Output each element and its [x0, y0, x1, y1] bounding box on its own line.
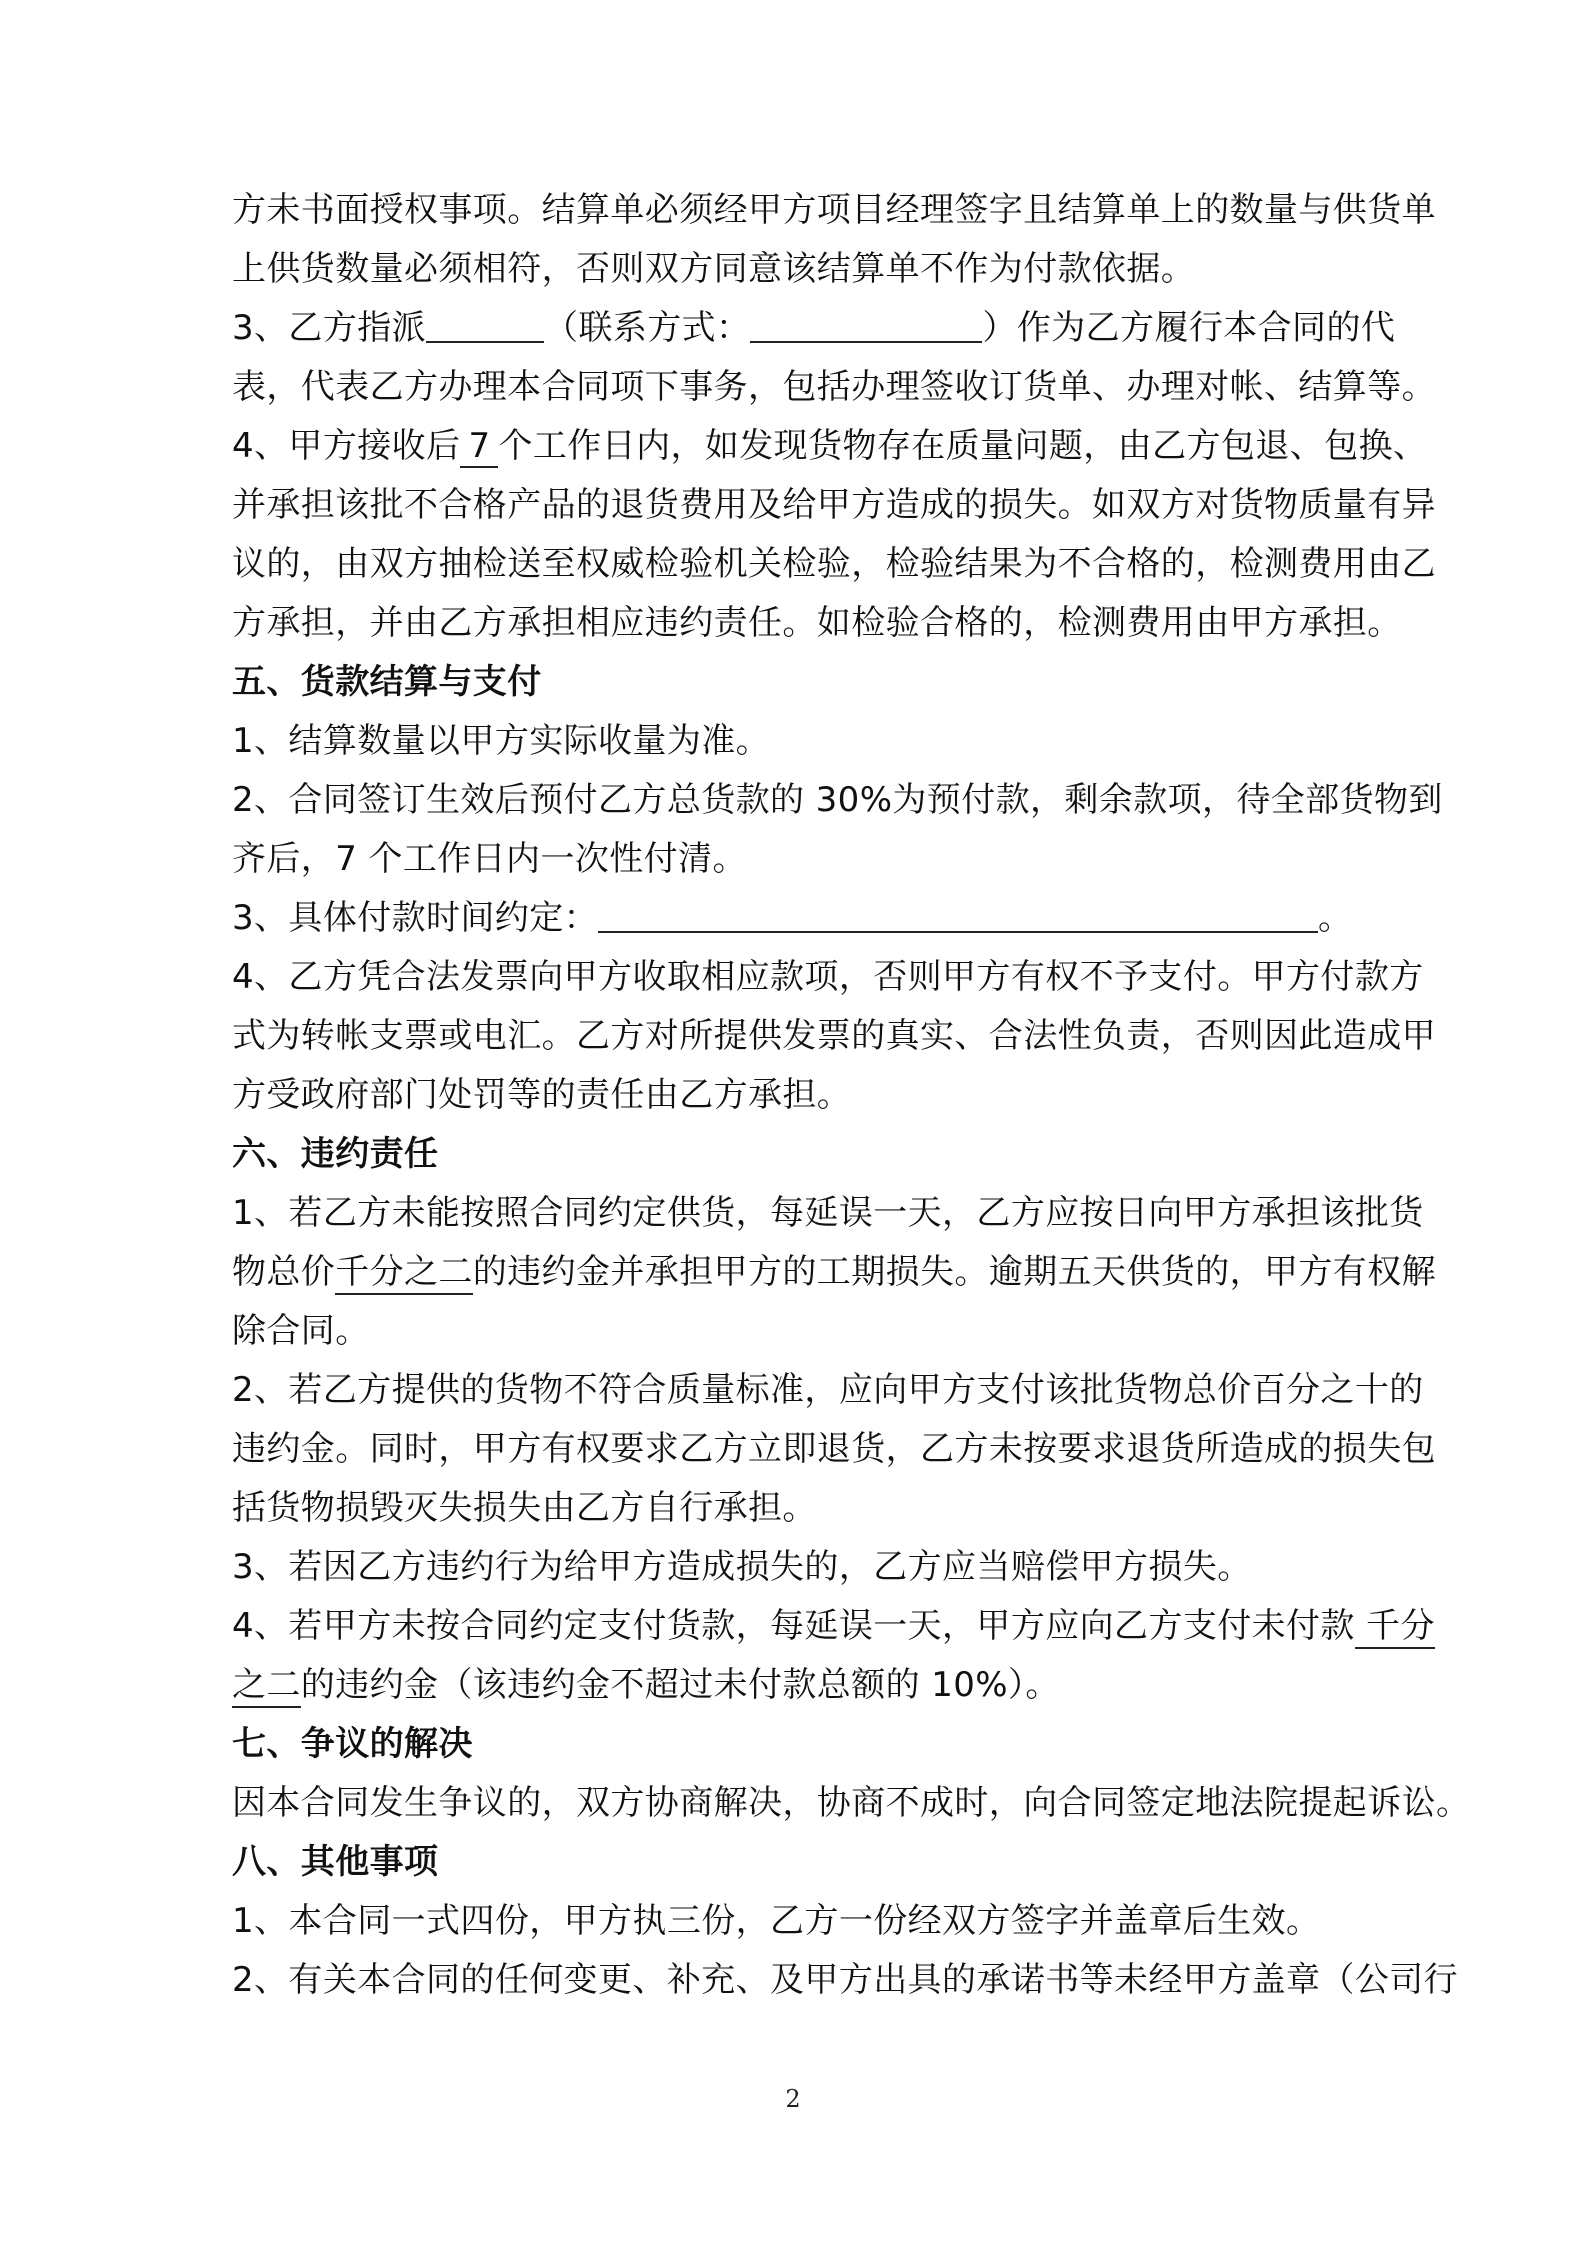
payment-time-blank[interactable]	[598, 901, 1318, 933]
text-line: 3、若因乙方违约行为给甲方造成损失的，乙方应当赔偿甲方损失。	[232, 1547, 1252, 1587]
text-line: 4、若甲方未按合同约定支付货款，每延误一天，甲方应向乙方支付未付款 千分	[232, 1606, 1435, 1646]
text-line: 物总价千分之二的违约金并承担甲方的工期损失。逾期五天供货的，甲方有权解	[232, 1252, 1436, 1292]
text-line: 违约金。同时，甲方有权要求乙方立即退货，乙方未按要求退货所造成的损失包	[232, 1429, 1436, 1469]
section-heading-liability: 六、违约责任	[232, 1134, 439, 1174]
text-line: 议的，由双方抽检送至权威检验机关检验，检验结果为不合格的，检测费用由乙	[232, 544, 1436, 584]
text-line: 1、结算数量以甲方实际收量为准。	[232, 721, 771, 761]
underlined-penalty-rate: 千分	[1355, 1606, 1435, 1649]
text-line: 齐后，7 个工作日内一次性付清。	[232, 839, 747, 879]
section-heading-other: 八、其他事项	[232, 1842, 439, 1882]
section-heading-payment: 五、货款结算与支付	[232, 662, 542, 702]
text-line: 方承担，并由乙方承担相应违约责任。如检验合格的，检测费用由甲方承担。	[232, 603, 1402, 643]
text-line: 4、乙方凭合法发票向甲方收取相应款项，否则甲方有权不予支付。甲方付款方	[232, 957, 1424, 997]
text-line: 方受政府部门处罚等的责任由乙方承担。	[232, 1075, 852, 1115]
text-line: 2、有关本合同的任何变更、补充、及甲方出具的承诺书等未经甲方盖章（公司行	[232, 1960, 1459, 2000]
text-line: 表，代表乙方办理本合同项下事务，包括办理签收订货单、办理对帐、结算等。	[232, 367, 1436, 407]
text-line: 括货物损毁灭失损失由乙方自行承担。	[232, 1488, 817, 1528]
representative-name-blank[interactable]	[426, 311, 544, 343]
underlined-penalty-rate: 千分之二	[335, 1252, 473, 1295]
text-line: 除合同。	[232, 1311, 370, 1351]
text-line: 之二的违约金（该违约金不超过未付款总额的 10%）。	[232, 1665, 1060, 1705]
text-line: 方未书面授权事项。结算单必须经甲方项目经理签字且结算单上的数量与供货单	[232, 190, 1436, 230]
underlined-days-value: 7	[460, 426, 498, 468]
underlined-penalty-rate: 之二	[232, 1665, 301, 1708]
text-line: 1、若乙方未能按照合同约定供货，每延误一天，乙方应按日向甲方承担该批货	[232, 1193, 1424, 1233]
text-line: 4、甲方接收后 7 个工作日内，如发现货物存在质量问题，由乙方包退、包换、	[232, 426, 1428, 466]
text-line: 2、合同签订生效后预付乙方总货款的 30%为预付款，剩余款项，待全部货物到	[232, 780, 1443, 820]
contact-info-blank[interactable]	[750, 311, 982, 343]
text-line-with-blank: 3、具体付款时间约定： 。	[232, 898, 1353, 938]
text-line: 因本合同发生争议的，双方协商解决，协商不成时，向合同签定地法院提起诉讼。	[232, 1783, 1471, 1823]
text-line: 并承担该批不合格产品的退货费用及给甲方造成的损失。如双方对货物质量有异	[232, 485, 1436, 525]
page-number: 2	[785, 2085, 801, 2113]
text-line: 式为转帐支票或电汇。乙方对所提供发票的真实、合法性负责，否则因此造成甲	[232, 1016, 1436, 1056]
text-line: 上供货数量必须相符，否则双方同意该结算单不作为付款依据。	[232, 249, 1196, 289]
text-line-with-blanks: 3、乙方指派 （联系方式： ）作为乙方履行本合同的代	[232, 308, 1396, 348]
section-heading-dispute: 七、争议的解决	[232, 1724, 473, 1764]
text-line: 1、本合同一式四份，甲方执三份，乙方一份经双方签字并盖章后生效。	[232, 1901, 1321, 1941]
text-line: 2、若乙方提供的货物不符合质量标准，应向甲方支付该批货物总价百分之十的	[232, 1370, 1424, 1410]
